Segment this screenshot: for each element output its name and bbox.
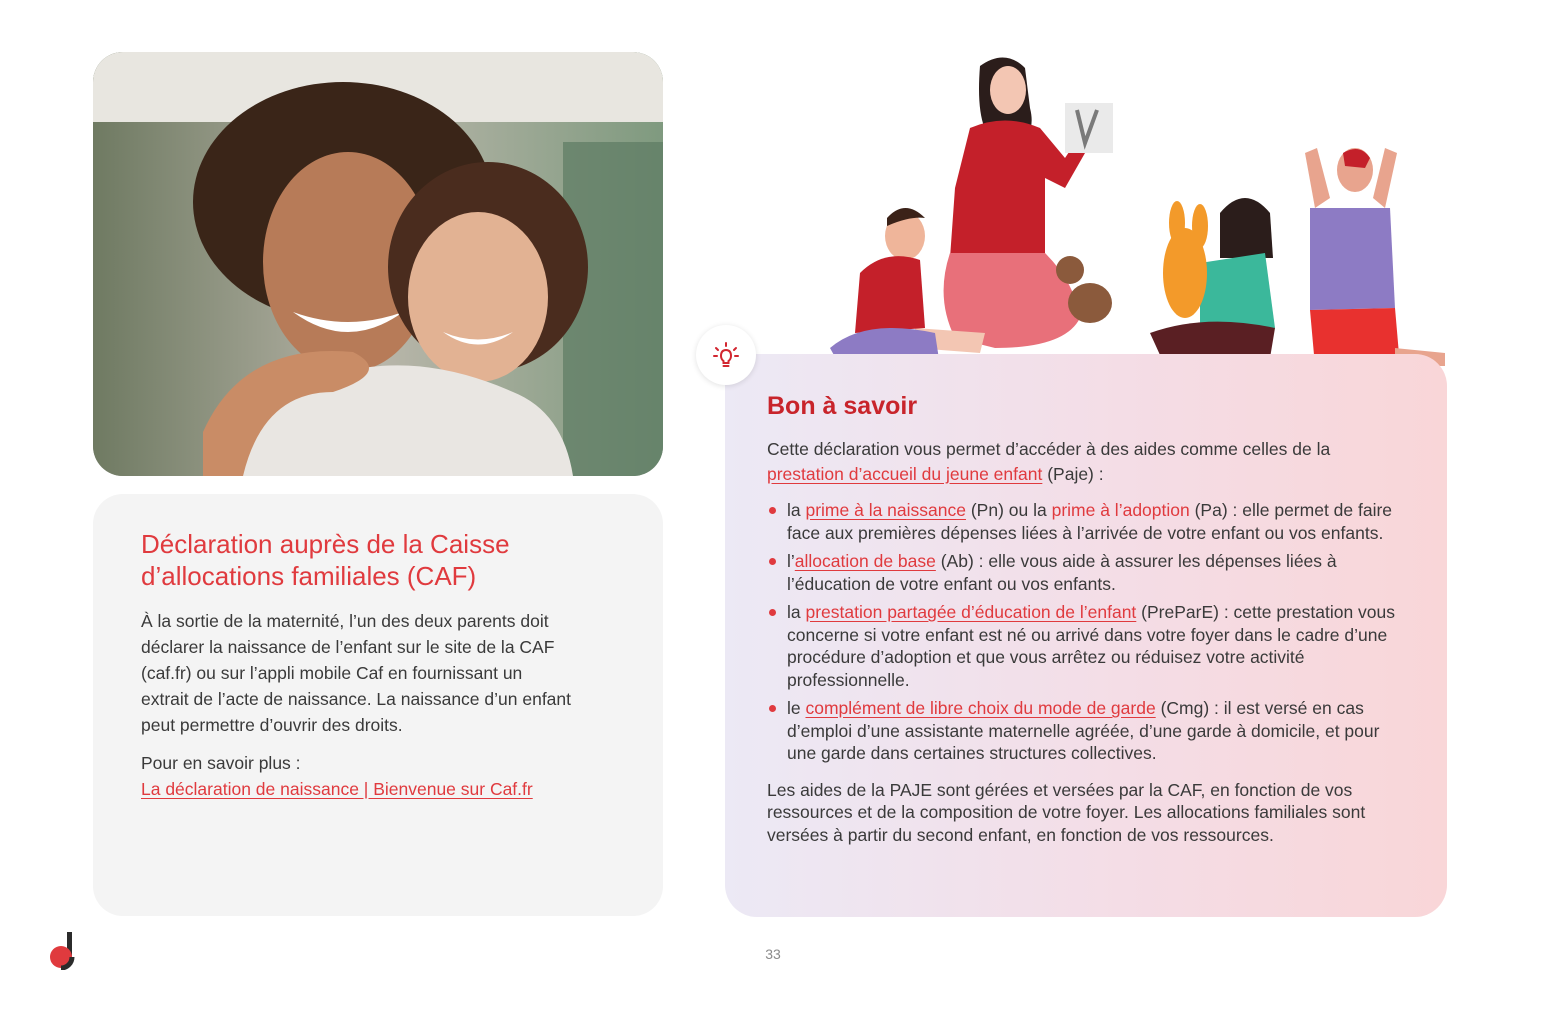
list-item-prefix: le <box>787 698 806 718</box>
list-item-text: (Cmg) : il est versé en cas d’emploi d’une assistante maternelle agréée, d’une garde à domicile, et pour une garde dans certaines structures collectives. <box>787 698 1380 763</box>
childcare-illustration <box>805 48 1455 380</box>
list-item-prefix: l’ <box>787 551 795 571</box>
caf-birth-declaration-link[interactable]: La déclaration de naissance | Bienvenue sur Caf.fr <box>141 779 533 799</box>
good-to-know-title: Bon à savoir <box>767 392 918 420</box>
list-item-prefix: la <box>787 602 806 622</box>
list-item <box>767 499 1405 544</box>
birth-bonus-link[interactable]: prime à la naissance <box>805 500 966 520</box>
paje-link[interactable]: prestation d’accueil du jeune enfant <box>767 464 1043 484</box>
list-item-text: (PreParE) : cette prestation vous concerne si votre enfant est né ou arrivé dans votre foyer dans le cadre d’une procédure d’adoption et que vous arrêtez ou réduisez votre activité professionnelle. <box>787 602 1396 690</box>
page-number: 33 <box>765 946 781 962</box>
list-item-mid: (Pn) ou la <box>965 500 1052 520</box>
good-to-know-intro <box>767 437 1405 487</box>
list-item <box>767 601 1405 691</box>
intro-text: Cette déclaration vous permet d’accéder à des aides comme celles de la <box>767 439 1331 459</box>
caf-declaration-card <box>93 494 663 916</box>
list-item-prefix: la <box>787 500 806 520</box>
list-item-text: (Ab) : elle vous aide à assurer les dépenses liées à l’éducation de votre enfant ou vos enfants. <box>787 551 1337 594</box>
caf-card-body: À la sortie de la maternité, l’un des deux parents doit déclarer la naissance de l’enfant sur le site de la CAF (caf.fr) ou sur l’appli mobile Caf en fournissant un extrait de l’acte de naissance. La naissance d’un enfant peut permettre d’ouvrir des droits. <box>141 611 572 735</box>
list-item <box>767 550 1405 595</box>
brand-logo-icon <box>48 932 78 970</box>
benefits-list <box>767 499 1405 765</box>
list-item <box>767 697 1405 765</box>
caf-more-info <box>141 750 615 802</box>
caf-more-label: Pour en savoir plus : <box>141 753 301 773</box>
caf-card-title: Déclaration auprès de la Caisse d’allocations familiales (CAF) <box>141 529 510 591</box>
childcare-supplement-link[interactable]: complément de libre choix du mode de garde <box>805 698 1156 718</box>
adoption-bonus-link[interactable]: prime à l’adoption <box>1051 500 1190 520</box>
good-to-know-card <box>725 354 1447 917</box>
list-item-text: (Pa) : elle permet de faire face aux premières dépenses liées à l’arrivée de votre enfant ou vos enfants. <box>787 500 1393 543</box>
intro-suffix: (Paje) : <box>1042 464 1104 484</box>
basic-allowance-link[interactable]: allocation de base <box>794 551 936 571</box>
lightbulb-icon <box>696 325 756 385</box>
mother-child-photo <box>93 52 663 476</box>
good-to-know-outro: Les aides de la PAJE sont gérées et versées par la CAF, en fonction de vos ressources et de la composition de votre foyer. Les allocations familiales sont versées à partir du second enfant, en fonction de vos ressources. <box>767 779 1366 845</box>
prepare-link[interactable]: prestation partagée d’éducation de l’enfant <box>805 602 1137 622</box>
